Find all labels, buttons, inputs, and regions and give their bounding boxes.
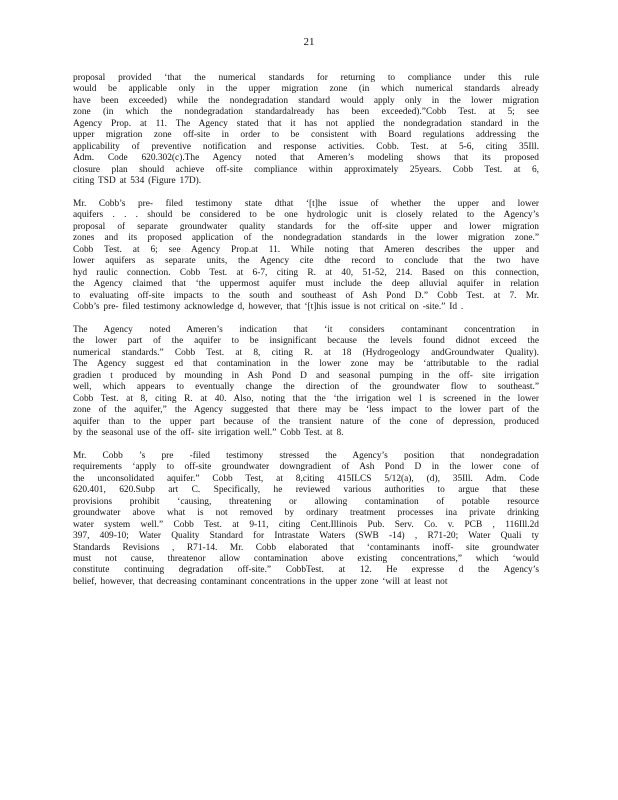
text-line: The Agency noted Ameren’s indication that ‘it considers contaminant concentration in <box>73 324 539 335</box>
paragraph-4 <box>73 451 539 588</box>
page-number: 21 <box>303 36 315 48</box>
text-line: Adm. Code 620.302(c).The Agency noted that Ameren’s modeling shows that its proposed <box>73 153 539 164</box>
text-line: proposal provided ‘that the numerical standards for returning to compliance under this rule <box>73 73 539 83</box>
text-line: groundwater above what is not removed by ordinary treatment processes ina private drinking <box>73 508 539 519</box>
text-line: water system well.” Cobb Test. at 9-11, citing Cent.Illinois Pub. Serv. Co. v. PCB , 116Ill.2d <box>73 519 539 530</box>
text-line: zone of the aquifer,” the Agency suggested that there may be ‘less impact to the lower part of the <box>73 405 539 416</box>
text-line: applicability of preventive notification and response activities. Cobb. Test. at 5-6, citing 35Ill. <box>73 141 539 152</box>
text-line: belief, however, that decreasing contaminant concentrations in the upper zone ‘will at least not <box>73 576 448 587</box>
paragraph-3 <box>73 325 539 440</box>
text-line: the lower part of the aquifer to be insignificant because the levels found didnot exceed the <box>73 336 539 347</box>
text-line: provisions prohibit ‘causing, threatening or allowing contamination of potable resource <box>73 496 539 507</box>
text-line: Mr. Cobb’s pre- filed testimony state dthat ‘[t]he issue of whether the upper and lower <box>73 198 539 209</box>
text-line: Cobb Test. at 6; see Agency Prop.at 11. While noting that Ameren describes the upper and <box>73 244 539 255</box>
text-line: numerical standards.” Cobb Test. at 8, citing R. at 18 (Hydrogeology andGroundwater Quality). <box>73 347 539 358</box>
text-line: 397, 409-10; Water Quality Standard for Intrastate Waters (SWB -14) , R71-20; Water Quali ty <box>73 531 539 542</box>
text-line: lower aquifers as separate units, the Agency cite dthe record to conclude that the two have <box>73 256 539 267</box>
text-line: the unconsolidated aquifer.” Cobb Test, at 8,citing 415ILCS 5/12(a), (d), 35Ill. Adm. Code <box>73 473 539 484</box>
text-line: would be applicable only in the upper migration zone (in which numerical standards already <box>73 84 539 95</box>
text-line: have been exceeded) while the nondegradation standard would apply only in the lower migration <box>73 95 539 106</box>
text-line: constitute continuing degradation off-site.” CobbTest. at 12. He expresse d the Agency’s <box>73 565 539 576</box>
text-line: aquifers . . . should be considered to be one hydrologic unit is closely related to the Agency’s <box>73 210 539 221</box>
text-line: the Agency claimed that ‘the uppermost aquifer must include the deep alluvial aquifer in relation <box>73 279 539 290</box>
text-line: aquifer than to the upper part because of the transient nature of the cone of depression, produced <box>73 416 539 427</box>
document-body <box>73 73 539 588</box>
text-line: Cobb Test. at 8, citing R. at 40. Also, noting that the ‘the irrigation wel l is screened in the lower <box>73 393 539 404</box>
text-line: gradien t produced by mounding in Ash Pond D and seasonal pumping in the off- site irrigation <box>73 370 539 381</box>
text-line: zones and its proposed application of the nondegradation standards in the lower migration zone.” <box>73 233 539 244</box>
text-line: Standards Revisions , R71-14. Mr. Cobb elaborated that ‘contaminants inoff- site groundwater <box>73 542 539 553</box>
text-line: zone (in which the nondegradation standardalready has been exceeded).”Cobb Test. at 5; see <box>73 107 539 118</box>
text-line: closure plan should achieve off-site compliance within approximately 25years. Cobb Test. at 6, <box>73 164 539 175</box>
text-line: proposal of separate groundwater quality standards for the off-site upper and lower migration <box>73 221 539 232</box>
paragraph-1 <box>73 73 539 188</box>
text-line: citing TSD at 534 (Figure 17D). <box>73 176 202 187</box>
text-line: hyd raulic connection. Cobb Test. at 6-7, citing R. at 40, 51-52, 214. Based on this connection, <box>73 267 539 278</box>
paragraph-2 <box>73 199 539 314</box>
text-line: upper migration zone off-site in order to be consistent with Board regulations addressing the <box>73 130 539 141</box>
text-line: Cobb’s pre- filed testimony acknowledge d, however, that ‘[t]his issue is not critical on -site.” Id . <box>73 302 464 313</box>
text-line: by the seasonal use of the off- site irrigation well.” Cobb Test. at 8. <box>73 428 344 439</box>
text-line: 620.401, 620.Subp art C. Specifically, he reviewed various authorities to argue that these <box>73 485 539 496</box>
text-line: The Agency suggest ed that contamination in the lower zone may be ‘attributable to the radial <box>73 359 539 370</box>
text-line: Mr. Cobb ’s pre -filed testimony stressed the Agency’s position that nondegradation <box>73 450 539 461</box>
text-line: to evaluating off-site impacts to the south and southeast of Ash Pond D.” Cobb Test. at 7. Mr. <box>73 290 539 301</box>
text-line: requirements ‘apply to off-site groundwater downgradient of Ash Pond D in the lower cone of <box>73 462 539 473</box>
text-line: Agency Prop. at 11. The Agency stated that it has not applied the nondegradation standard in the <box>73 118 539 129</box>
text-line: well, which appears to eventually change the direction of the groundwater flow to southeast.” <box>73 382 539 393</box>
text-line: must not cause, threatenor allow contamination above existing concentrations,” which ‘would <box>73 553 539 564</box>
